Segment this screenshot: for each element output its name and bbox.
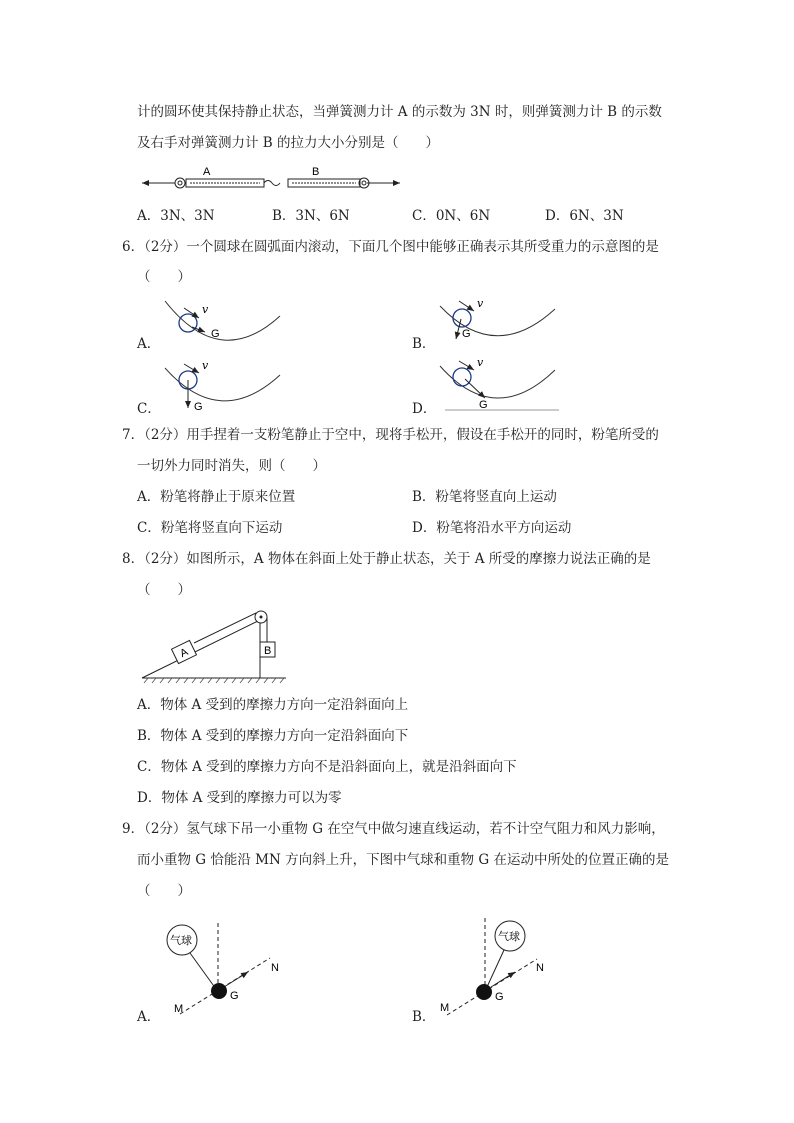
- q9-option-b[interactable]: B．: [412, 1009, 436, 1025]
- q5-spring-scale-figure: [140, 164, 405, 196]
- q6-option-b[interactable]: B．: [412, 336, 436, 352]
- q6a-g-label: G: [211, 328, 220, 340]
- q7-stem-line1: 7．（2分）用手捏着一支粉笔静止于空中，现将手松开，假设在手松开的同时，粉笔所受的: [122, 427, 659, 443]
- q9a-n-label: N: [271, 962, 279, 974]
- q5-stem-line1: 计的圆环使其保持静止状态，当弹簧测力计 A 的示数为 3N 时，则弹簧测力计 B 的示数: [137, 104, 662, 120]
- q5-label-a: A: [203, 166, 211, 178]
- q6-stem-line2: （ ）: [137, 269, 191, 285]
- q7-option-b[interactable]: B．粉笔将竖直向上运动: [412, 489, 557, 505]
- q9a-g-label: G: [230, 990, 239, 1002]
- q8-option-b[interactable]: B．物体 A 受到的摩擦力方向一定沿斜面向下: [137, 728, 409, 744]
- q5-stem-line2: 及右手对弹簧测力计 B 的拉力大小分别是（ ）: [137, 135, 440, 151]
- q6d-v-label: v: [477, 356, 484, 369]
- q8-option-c[interactable]: C．物体 A 受到的摩擦力方向不是沿斜面向上，就是沿斜面向下: [137, 759, 517, 775]
- q6c-v-label: v: [202, 359, 209, 372]
- q6-option-a[interactable]: A．: [137, 336, 161, 352]
- q8-label-b: B: [264, 645, 272, 657]
- q6-option-d[interactable]: D．: [412, 401, 437, 417]
- q7-option-c[interactable]: C．粉笔将竖直向下运动: [137, 520, 283, 536]
- q5-option-a[interactable]: A．3N、3N: [137, 208, 215, 224]
- q7-option-a[interactable]: A．粉笔将静止于原来位置: [137, 489, 296, 505]
- q6a-v-label: v: [202, 303, 209, 316]
- q6-figure-c: [160, 360, 285, 418]
- q6-option-c[interactable]: C．: [137, 401, 161, 417]
- q5-label-b: B: [312, 166, 320, 178]
- q5-option-c[interactable]: C．0N、6N: [412, 208, 491, 224]
- q6c-g-label: G: [194, 401, 203, 413]
- q9-option-a[interactable]: A．: [137, 1009, 161, 1025]
- q7-stem-line2: 一切外力同时消失，则（ ）: [137, 458, 326, 474]
- q6-stem-line1: 6．（2分）一个圆球在圆弧面内滚动，下面几个图中能够正确表示其所受重力的示意图的是: [122, 239, 659, 255]
- q8-stem-line1: 8．（2分）如图所示，A 物体在斜面上处于静止状态，关于 A 所受的摩擦力说法正确的是: [122, 551, 651, 567]
- q8-stem-line2: （ ）: [137, 582, 191, 598]
- q9b-n-label: N: [536, 962, 544, 974]
- q8-incline-figure: [140, 610, 290, 688]
- q6b-g-label: G: [462, 328, 471, 340]
- q9b-m-label: M: [440, 1002, 450, 1014]
- q8-label-a: A: [178, 646, 191, 661]
- q5-option-b[interactable]: B．3N、6N: [272, 208, 350, 224]
- q9-stem-line3: （ ）: [137, 883, 191, 899]
- q9-figure-b: [435, 915, 565, 1015]
- q6d-g-label: G: [479, 399, 488, 411]
- q9b-g-label: G: [495, 991, 504, 1003]
- q7-option-d[interactable]: D．粉笔将沿水平方向运动: [412, 520, 572, 536]
- q9a-m-label: M: [174, 1003, 184, 1015]
- q9-figure-a: [160, 920, 290, 1020]
- q8-option-a[interactable]: A．物体 A 受到的摩擦力方向一定沿斜面向上: [137, 697, 409, 713]
- q8-option-d[interactable]: D．物体 A 受到的摩擦力可以为零: [137, 790, 342, 806]
- q6-figure-a: [160, 296, 285, 351]
- q9-stem-line2: 而小重物 G 恰能沿 MN 方向斜上升，下图中气球和重物 G 在运动中所处的位置正确的是: [137, 852, 669, 868]
- q9a-balloon-label: 气球: [170, 935, 192, 947]
- q6-figure-b: [435, 294, 560, 349]
- q6b-v-label: v: [477, 297, 484, 310]
- q5-option-d[interactable]: D．6N、3N: [545, 208, 624, 224]
- q6-figure-d: [435, 358, 560, 414]
- q9-stem-line1: 9．（2分）氢气球下吊一小重物 G 在空气中做匀速直线运动，若不计空气阻力和风力影响，: [122, 821, 665, 837]
- q9b-balloon-label: 气球: [498, 931, 520, 943]
